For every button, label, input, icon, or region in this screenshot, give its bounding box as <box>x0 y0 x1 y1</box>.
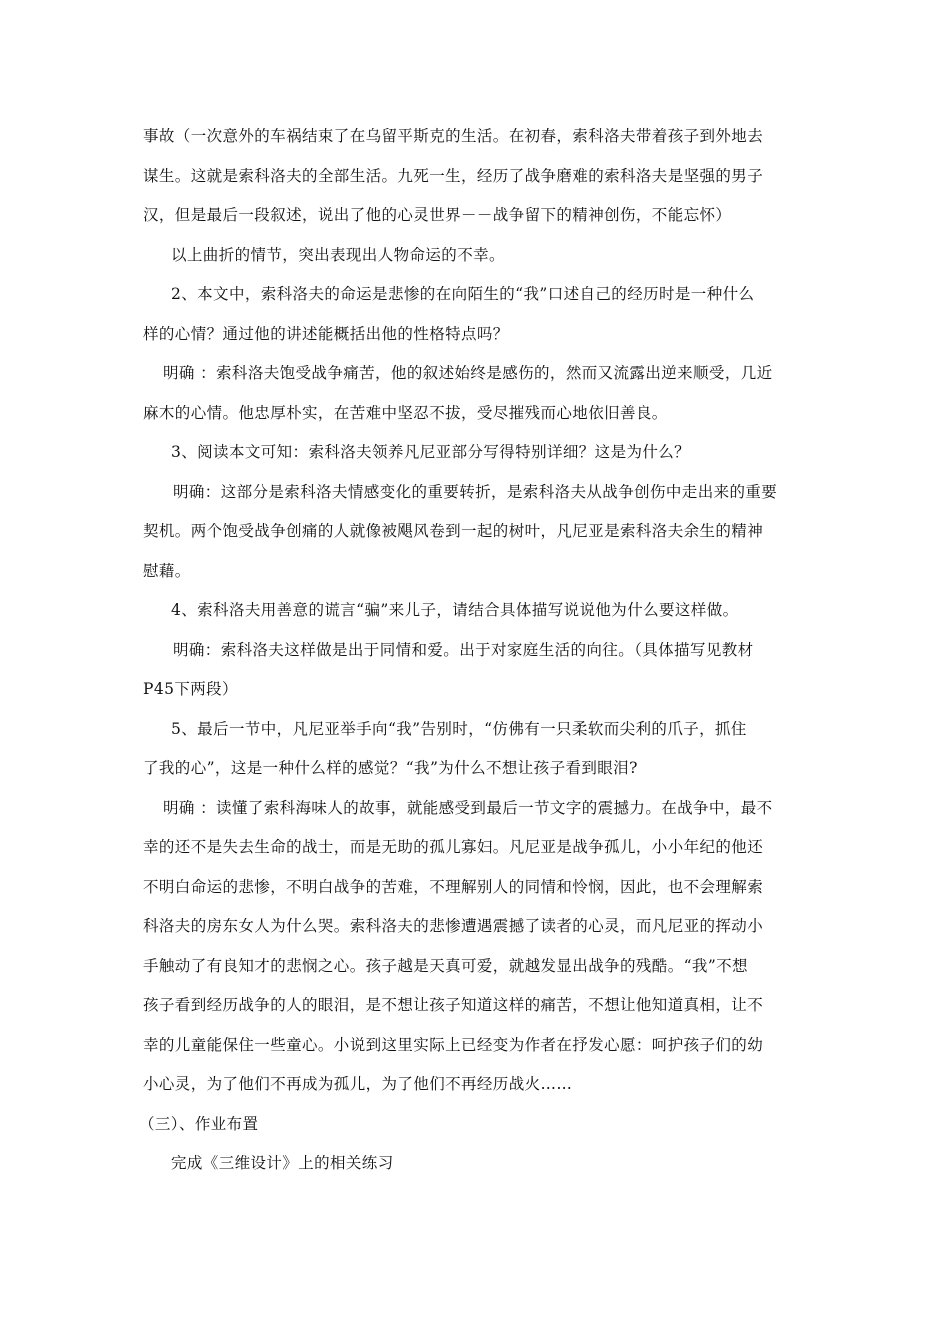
question-2: 2、本文中，索科洛夫的命运是悲惨的在向陌生的“我”口述自己的经历时是一种什么 <box>171 285 755 303</box>
paragraph-line: 谋生。这就是索科洛夫的全部生活。九死一生，经历了战争磨难的索科洛夫是坚强的男子 <box>143 166 764 185</box>
paragraph-line: 小心灵，为了他们不再成为孤儿，为了他们不再经历战火…… <box>143 1075 573 1093</box>
answer-4: 明确：索科洛夫这样做是出于同情和爱。出于对家庭生活的向往。（具体描写见教材 <box>173 640 754 659</box>
paragraph-line: 手触动了有良知才的悲悯之心。孩子越是天真可爱，就越发显出战争的残酷。“我”不想 <box>143 956 748 975</box>
paragraph-line: 幸的儿童能保住一些童心。小说到这里实际上已经变为作者在抒发心愿：呵护孩子们的幼 <box>143 1035 764 1054</box>
paragraph-line: 科洛夫的房东女人为什么哭。索科洛夫的悲惨遭遇震撼了读者的心灵，而凡尼亚的挥动小 <box>143 917 764 935</box>
question-5: 5、最后一节中，凡尼亚举手向“我”告别时，“仿佛有一只柔软而尖利的爪子，抓住 <box>171 719 747 738</box>
paragraph-line: 麻木的心情。他忠厚朴实，在苦难中坚忍不拔，受尽摧残而心地依旧善良。 <box>143 403 668 422</box>
paragraph-line: 不明白命运的悲惨，不明白战争的苦难，不理解别人的同情和怜悯，因此，也不会理解索 <box>143 877 764 896</box>
document-body <box>139 117 813 1184</box>
paragraph-line: P45下两段） <box>143 680 238 698</box>
paragraph-line: 事故（一次意外的车祸结束了在乌留平斯克的生活。在初春，索科洛夫带着孩子到外地去 <box>143 127 764 145</box>
homework-item: 完成《三维设计》上的相关练习 <box>171 1154 394 1172</box>
answer-3: 明确：这部分是索科洛夫情感变化的重要转折，是索科洛夫从战争创伤中走出来的重要 <box>173 482 778 501</box>
paragraph-line: 汉，但是最后一段叙述，说出了他的心灵世界－－战争留下的精神创伤，不能忘怀） <box>143 206 732 224</box>
summary-line: 以上曲折的情节，突出表现出人物命运的不幸。 <box>171 245 505 264</box>
paragraph-line: 契机。两个饱受战争创痛的人就像被飓风卷到一起的树叶，凡尼亚是索科洛夫余生的精神 <box>143 522 764 540</box>
paragraph-line: 孩子看到经历战争的人的眼泪，是不想让孩子知道这样的痛苦，不想让他知道真相，让不 <box>143 996 764 1014</box>
answer-5: 明确 ：读懂了索科海味人的故事，就能感受到最后一节文字的震撼力。在战争中，最不 <box>163 798 773 817</box>
paragraph-line: 样的心情？通过他的讲述能概括出他的性格特点吗？ <box>143 324 509 343</box>
question-3: 3、阅读本文可知：索科洛夫领养凡尼亚部分写得特别详细？这是为什么？ <box>171 443 691 461</box>
section-heading-homework: （三）、作业布置 <box>139 1114 259 1133</box>
question-4: 4、索科洛夫用善意的谎言“骗”来儿子，请结合具体描写说说他为什么要这样做。 <box>171 601 739 619</box>
paragraph-line: 了我的心”，这是一种什么样的感觉？“我”为什么不想让孩子看到眼泪? <box>143 759 638 777</box>
paragraph-line: 慰藉。 <box>143 561 191 580</box>
answer-2: 明确 ：索科洛夫饱受战争痛苦，他的叙述始终是感伤的，然而又流露出逆来顺受，几近 <box>163 364 773 382</box>
paragraph-line: 幸的还不是失去生命的战士，而是无助的孤儿寡妇。凡尼亚是战争孤儿，小小年纪的他还 <box>143 838 764 856</box>
